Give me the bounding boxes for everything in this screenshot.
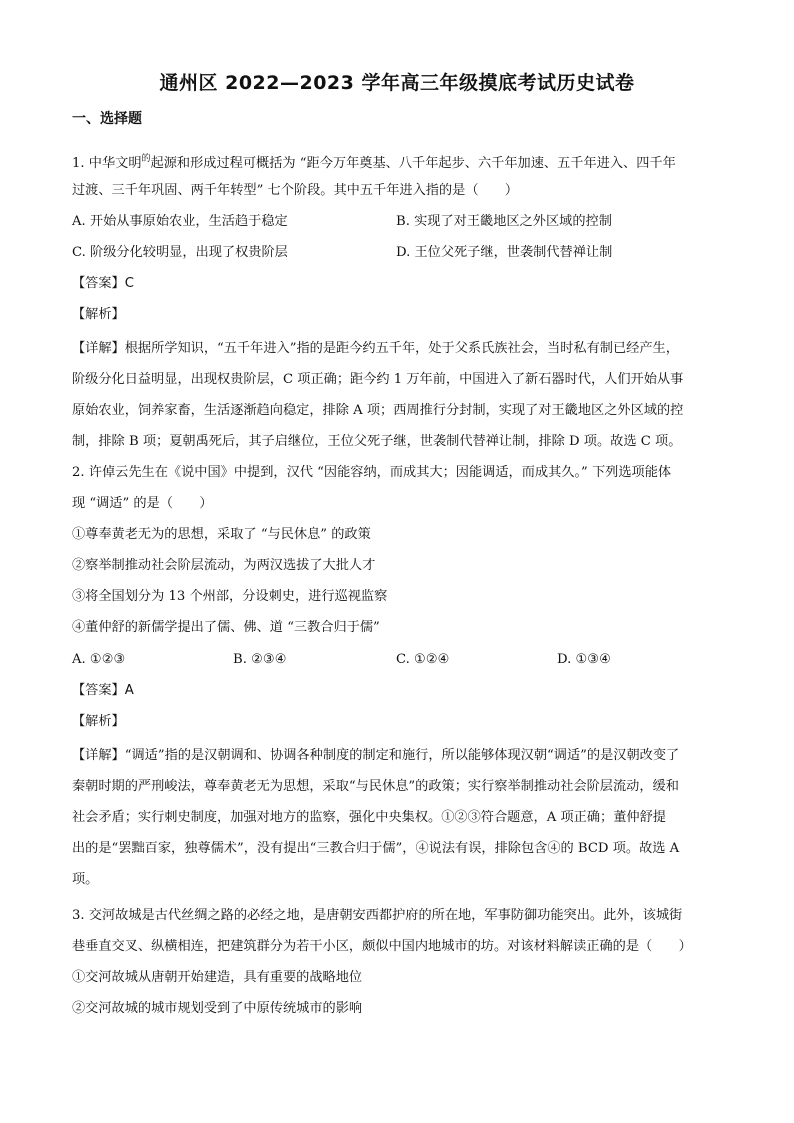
q1-detail-line: 【详解】根据所学知识，“五千年进入”指的是距今约五千年，处于父系氏族社会，当时私有制已经产生， — [72, 341, 679, 356]
q1-stem-mark: 的 — [141, 154, 151, 164]
question-3-stem-line2: 巷垂直交叉、纵横相连，把建筑群分为若干小区，颇似中国内地城市的坊。对该材料解读正确的是（ ） — [72, 939, 692, 954]
q1-stem-part2: 起源和形成过程可概括为 “距今万年奠基、八千年起步、六千年加速、五千年进入、四千年 — [150, 156, 676, 171]
question-1-stem-line2: 过渡、三千年巩固、两千年转型” 七个阶段。其中五千年进入指的是（ ） — [72, 183, 519, 198]
q1-answer: 【答案】C — [72, 276, 134, 291]
q2-detail-line: 出的是“罢黜百家，独尊儒术”，没有提出“三教合归于儒”，④说法有误，排除包含④的 BCD 项。故选 A — [72, 841, 680, 856]
q2-option-d: D. ①③④ — [557, 652, 611, 667]
question-2-stem: 2. 许倬云先生在《说中国》中提到，汉代 “因能容纳，而成其大；因能调适，而成其久。” 下列选项能体 — [72, 465, 672, 480]
q1-detail-line: 阶级分化日益明显，出现权贵阶层，C 项正确；距今约 1 万年前，中国进入了新石器时代，人们开始从事 — [72, 372, 684, 387]
q3-item: ②交河故城的城市规划受到了中原传统城市的影响 — [72, 1001, 363, 1016]
q2-item: ①尊奉黄老无为的思想，采取了 “与民休息” 的政策 — [72, 527, 371, 542]
q1-detail-line: 原始农业，饲养家畜，生活逐渐趋向稳定，排除 A 项；西周推行分封制，实现了对王畿地区之外区域的控 — [72, 403, 684, 418]
q1-stem-part1: 1. 中华文明 — [72, 156, 142, 171]
q1-option-c: C. 阶级分化较明显，出现了权贵阶层 — [72, 245, 288, 260]
section-heading: 一、选择题 — [72, 111, 142, 127]
question-3-stem: 3. 交河故城是古代丝绸之路的必经之地，是唐朝安西都护府的所在地，军事防御功能突出。此外，该城街 — [72, 908, 683, 923]
q2-detail-line: 【详解】“调适”指的是汉朝调和、协调各种制度的制定和施行，所以能够体现汉朝“调适”的是汉朝改变了 — [72, 748, 680, 763]
q2-analysis-label: 【解析】 — [72, 714, 125, 729]
question-1-stem — [72, 150, 732, 173]
q2-detail-line: 社会矛盾；实行刺史制度，加强对地方的监察，强化中央集权。①②③符合题意，A 项正确；董仲舒提 — [72, 810, 666, 825]
q2-detail-line: 项。 — [72, 872, 99, 887]
q1-analysis-label: 【解析】 — [72, 307, 125, 322]
q2-detail-line: 秦朝时期的严刑峻法，尊奉黄老无为思想，采取“与民休息”的政策；实行察举制推动社会阶层流动，缓和 — [72, 779, 679, 794]
question-2-stem-line2: 现 “调适” 的是（ ） — [72, 496, 213, 511]
q2-option-c: C. ①②④ — [396, 652, 450, 667]
q2-item: ④董仲舒的新儒学提出了儒、佛、道 “三教合归于儒” — [72, 620, 380, 635]
q3-item: ①交河故城从唐朝开始建造，具有重要的战略地位 — [72, 970, 363, 985]
q2-option-a: A. ①②③ — [72, 652, 126, 667]
q1-option-d: D. 王位父死子继，世袭制代替禅让制 — [396, 245, 613, 260]
q1-option-b: B. 实现了对王畿地区之外区域的控制 — [396, 214, 612, 229]
q2-answer: 【答案】A — [72, 683, 134, 698]
q1-detail-line: 制，排除 B 项；夏朝禹死后，其子启继位，王位父死子继，世袭制代替禅让制，排除 D 项。故选 C 项。 — [72, 434, 682, 449]
q2-item: ③将全国划分为 13 个州部，分设刺史，进行巡视监察 — [72, 589, 388, 604]
q1-option-a: A. 开始从事原始农业，生活趋于稳定 — [72, 214, 288, 229]
q2-option-b: B. ②③④ — [233, 652, 287, 667]
q2-item: ②察举制推动社会阶层流动，为两汉选拔了大批人才 — [72, 558, 376, 573]
page-title: 通州区 2022—2023 学年高三年级摸底考试历史试卷 — [159, 72, 635, 94]
